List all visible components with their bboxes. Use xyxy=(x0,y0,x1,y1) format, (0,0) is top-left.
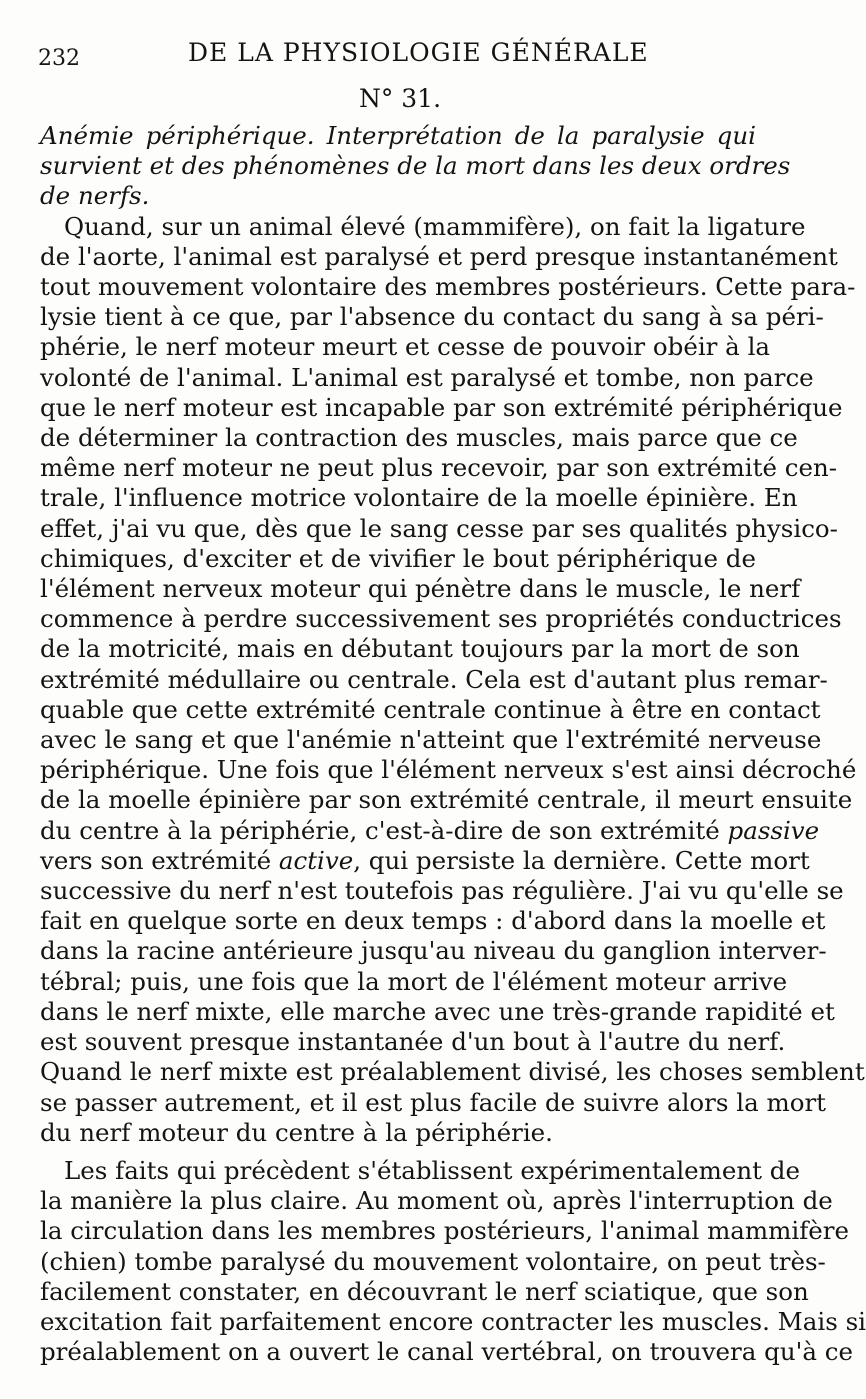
text-line: dans la racine antérieure jusqu'au niveau du ganglion interver- xyxy=(40,936,827,966)
text-line: tébral; puis, une fois que la mort de l'élément moteur arrive xyxy=(40,966,788,996)
text-line: Quand le nerf mixte est préalablement divisé, les choses semblent xyxy=(40,1057,865,1087)
text-line: périphérique. Une fois que l'élément nerveux s'est ainsi décroché xyxy=(40,755,857,785)
text-run: , qui persiste la dernière. Cette mort xyxy=(353,845,810,875)
heading-line: survient et des phénomènes de la mort dans les deux ordres xyxy=(40,151,791,181)
text-line: Les faits qui précèdent s'établissent expérimentalement de xyxy=(64,1155,800,1185)
text-line: que le nerf moteur est incapable par son extrémité périphérique xyxy=(40,392,843,422)
text-line xyxy=(40,845,810,876)
paragraph-1 xyxy=(40,211,865,1148)
section-number: N° 31. xyxy=(358,84,442,113)
text-run: vers son extrémité xyxy=(40,845,279,875)
text-line: quable que cette extrémité centrale continue à être en contact xyxy=(40,694,821,724)
text-line: se passer autrement, et il est plus facile de suivre alors la mort xyxy=(40,1087,827,1117)
text-line: du nerf moteur du centre à la périphérie. xyxy=(40,1117,553,1147)
text-line: la manière la plus claire. Au moment où, après l'interruption de xyxy=(40,1186,833,1216)
text-line: lysie tient à ce que, par l'absence du contact du sang à sa péri- xyxy=(40,302,824,332)
text-line: la circulation dans les membres postérieurs, l'animal mammifère xyxy=(40,1216,849,1246)
text-line: de déterminer la contraction des muscles, mais parce que ce xyxy=(40,423,798,453)
running-title: DE LA PHYSIOLOGIE GÉNÉRALE xyxy=(188,38,649,67)
heading-line: de nerfs. xyxy=(40,181,150,211)
text-line: effet, j'ai vu que, dès que le sang cesse par ses qualités physico- xyxy=(40,513,838,543)
text-line: fait en quelque sorte en deux temps : d'abord dans la moelle et xyxy=(40,906,826,936)
text-line: trale, l'influence motrice volontaire de la moelle épinière. En xyxy=(40,483,798,513)
text-line: dans le nerf mixte, elle marche avec une très-grande rapidité et xyxy=(40,996,835,1026)
text-line: volonté de l'animal. L'animal est paralysé et tombe, non parce xyxy=(40,362,814,392)
text-line: tout mouvement volontaire des membres postérieurs. Cette para- xyxy=(40,272,856,302)
text-line: est souvent presque instantanée d'un bout à l'autre du nerf. xyxy=(40,1027,786,1057)
text-run: du centre à la périphérie, c'est-à-dire de son extrémité xyxy=(40,815,728,845)
page-number: 232 xyxy=(38,46,80,71)
text-line: (chien) tombe paralysé du mouvement volontaire, on peut très- xyxy=(40,1246,826,1276)
body-text xyxy=(40,121,866,1367)
text-line: phérie, le nerf moteur meurt et cesse de pouvoir obéir à la xyxy=(40,332,771,362)
italic-term-active: active xyxy=(278,845,354,875)
text-line: de la moelle épinière par son extrémité centrale, il meurt ensuite xyxy=(40,785,853,815)
text-line: extrémité médullaire ou centrale. Cela est d'autant plus remar- xyxy=(40,664,828,694)
paragraph-2 xyxy=(40,1155,866,1367)
text-line: de l'aorte, l'animal est paralysé et perd presque instantanément xyxy=(40,241,838,271)
text-line: l'élément nerveux moteur qui pénètre dans le muscle, le nerf xyxy=(40,574,801,604)
text-line: commence à perdre successivement ses propriétés conductrices xyxy=(40,604,842,634)
text-line: avec le sang et que l'anémie n'atteint que l'extrémité nerveuse xyxy=(40,725,822,755)
section-heading xyxy=(40,121,791,212)
text-line: excitation fait parfaitement encore contracter les muscles. Mais si xyxy=(40,1306,866,1336)
italic-term-passive: passive xyxy=(727,815,820,845)
text-line: même nerf moteur ne peut plus recevoir, par son extrémité cen- xyxy=(40,453,838,483)
heading-line: Anémie périphérique. Interprétation de la paralysie qui xyxy=(40,121,756,150)
text-line: facilement constater, en découvrant le nerf sciatique, que son xyxy=(40,1276,809,1306)
page-header xyxy=(38,34,750,74)
text-line: préalablement on a ouvert le canal vertébral, on trouvera qu'à ce xyxy=(40,1337,853,1367)
text-line xyxy=(40,815,820,846)
text-line: Quand, sur un animal élevé (mammifère), on fait la ligature xyxy=(64,211,806,241)
text-line: successive du nerf n'est toutefois pas régulière. J'ai vu qu'elle se xyxy=(40,876,844,906)
text-line: chimiques, d'exciter et de vivifier le bout périphérique de xyxy=(40,543,756,573)
text-line: de la motricité, mais en débutant toujours par la mort de son xyxy=(40,634,800,664)
